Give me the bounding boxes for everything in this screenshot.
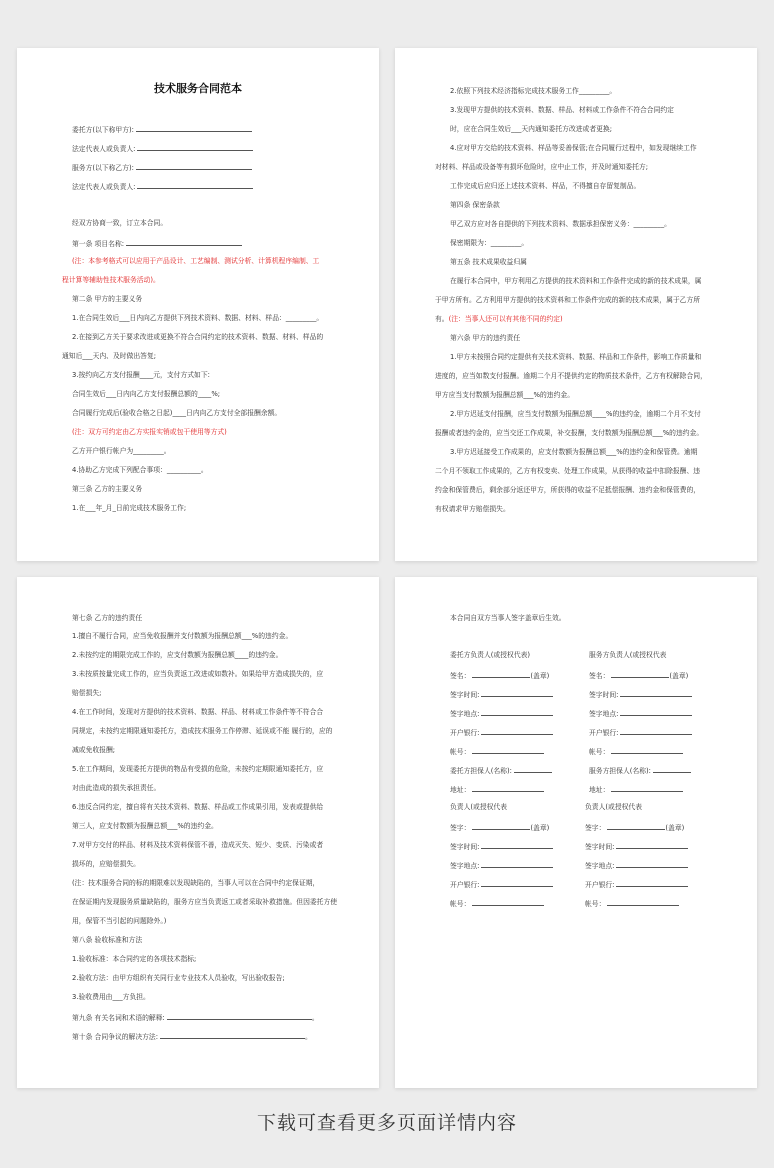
p2-line-1: 2.依照下列技术经济指标完成技术服务工作_________。 — [450, 87, 617, 95]
sig-label: 开户银行: — [585, 881, 615, 889]
blank-line — [472, 670, 530, 678]
sig-label: 委托方负责人(或授权代表) — [450, 651, 531, 659]
clause-2-4: 4.协助乙方完成下列配合事项：__________。 — [72, 466, 208, 474]
blank-line — [167, 1012, 312, 1020]
blank-line — [137, 143, 253, 151]
blank-line — [472, 746, 544, 754]
p3-line-15: (注：技术服务合同的标的期限难以发现缺陷的，当事人可以在合同中约定保证期， — [72, 879, 320, 887]
contract-page-1 — [17, 48, 379, 561]
p2-line-2: 3.发现甲方提供的技术资料、数据、样品、材料或工作条件不符合合同约定 — [450, 106, 674, 114]
sig-left2-row — [450, 898, 544, 909]
blank-line — [616, 860, 688, 868]
seal-label: (盖章) — [530, 824, 550, 832]
article-10-line: 第十条 合同争议的解决方法: 。 — [72, 1033, 312, 1041]
sig-left1-row — [450, 727, 553, 738]
blank-line — [472, 822, 530, 830]
p2-line-18: 2.甲方迟延支付报酬，应当支付数额为报酬总额____%的违约金，逾期二个月不支付 — [450, 410, 701, 418]
clause-2-2b: 通知后___天内、及时做出答复; — [62, 352, 157, 360]
rep-b-line — [72, 181, 253, 192]
sig-label: 开户银行: — [450, 881, 480, 889]
blank-line — [136, 124, 252, 132]
sig-left1-row — [450, 689, 553, 700]
sig-right2-row — [585, 822, 684, 833]
sig-label: 开户银行: — [450, 729, 480, 737]
blank-line — [472, 784, 544, 792]
contract-page-3 — [17, 577, 379, 1088]
contract-page-2 — [395, 48, 757, 561]
sig-right1-row — [589, 765, 691, 776]
sig-left1-row — [450, 651, 530, 660]
article-9-line: 第九条 有关名词和术语的解释: 。 — [72, 1014, 319, 1022]
p3-line-12: 第三人，应支付数额为报酬总额___%的违约金。 — [72, 822, 218, 830]
clause-2-3b: 合同履行完成后(验收合格之日起)____日内向乙方支付全部报酬余额。 — [72, 409, 282, 417]
p2-line-13 — [435, 315, 563, 324]
seal-label: (盖章) — [669, 672, 689, 680]
sig-right2-row — [585, 841, 688, 852]
p2-line-9: 保密期限为：_________。 — [450, 239, 529, 247]
rep-a-label: 法定代表人或负责人: — [72, 145, 136, 153]
seal-label: (盖章) — [665, 824, 685, 832]
sig-right1-row — [589, 670, 688, 681]
p3-line-9: 5.在工作期间，发现委托方提供的物品有受损的危险，未按约定期限通知委托方，应 — [72, 765, 324, 773]
sig-right1-row — [589, 708, 692, 719]
p3-line-8: 减或免收报酬; — [72, 746, 116, 754]
sig-label: 帐号： — [450, 900, 471, 908]
sig-label: 服务方担保人(名称): — [589, 767, 651, 775]
p2-line-3: 时，应在合同生效后___天内通知委托方改进或者更换; — [450, 125, 613, 133]
blank-line — [611, 746, 683, 754]
article-10-label: 第十条 合同争议的解决方法: — [72, 1033, 159, 1041]
p2-line-5: 对材料、样品或设备等有损坏危险时，应中止工作，并及时通知委托方; — [435, 163, 648, 171]
p2-line-15: 1.甲方未按照合同约定提供有关技术资料、数据、样品和工作条件，影响工作质量和 — [450, 353, 702, 361]
note-1b: 程计算等辅助性技术服务活动)。 — [62, 276, 160, 284]
blank-line — [607, 822, 665, 830]
sig-right1-row — [589, 689, 692, 700]
sig-label: 签字时间: — [585, 843, 615, 851]
sig-left1-row — [450, 708, 553, 719]
seal-label: (盖章) — [530, 672, 550, 680]
blank-line — [481, 860, 553, 868]
p3-line-14: 损坏的，应赔偿损失。 — [72, 860, 140, 868]
party-a-label: 委托方(以下称甲方): — [72, 126, 134, 134]
sig-label: 地址： — [450, 786, 471, 794]
sig-right1-row — [589, 651, 666, 660]
sig-left2-row — [450, 822, 549, 833]
sig-left2-row — [450, 841, 553, 852]
article-8-heading: 第八条 验收标准和方法 — [72, 936, 143, 944]
blank-line — [653, 765, 691, 773]
blank-line — [481, 708, 553, 716]
party-b-label: 服务方(以下称乙方): — [72, 164, 134, 172]
blank-line — [481, 879, 553, 887]
p3-line-7: 同规定，未按约定期限通知委托方，造成技术服务工作停滞、延误或不能 履行的，应的 — [72, 727, 333, 735]
p3-line-10: 对由此造成的损失承担责任。 — [72, 784, 161, 792]
blank-line — [472, 898, 544, 906]
blank-line — [620, 689, 692, 697]
p2-note: (注：当事人还可以有其他不同的约定) — [448, 315, 563, 323]
blank-line — [160, 1031, 305, 1039]
page-title: 技术服务合同范本 — [154, 82, 242, 95]
sig-label: 帐号： — [589, 748, 610, 756]
p3-line-2: 1.擅自不履行合同，应当免收报酬并支付数额为报酬总额___%的违约金。 — [72, 632, 293, 640]
effective-statement: 本合同自双方当事人签字盖章后生效。 — [450, 614, 566, 622]
sig-right2-row — [585, 898, 679, 909]
sig-left1-row — [450, 765, 552, 776]
sig-label: 签字时间: — [450, 691, 480, 699]
sig-label: 委托方担保人(名称): — [450, 767, 512, 775]
sig-label: 负责人(或授权代表 — [585, 803, 643, 811]
p3-line-21: 3.验收费用由___方负担。 — [72, 993, 150, 1001]
p2-line-23: 有权请求甲方赔偿损失。 — [435, 505, 510, 513]
p3-line-11: 6.违反合同约定，擅自将有关技术资料、数据、样品或工作成果引用，发表或提供给 — [72, 803, 324, 811]
clause-2-3: 3.按约向乙方支付报酬____元，支付方式如下: — [72, 371, 210, 379]
sig-label: 帐号： — [585, 900, 606, 908]
sig-label: 服务方负责人(或授权代表 — [589, 651, 667, 659]
sig-label: 帐号： — [450, 748, 471, 756]
sig-label: 签字时间: — [450, 843, 480, 851]
sig-right2-row — [585, 879, 688, 890]
p2-line-22: 约金和保管费后，剩余部分返还甲方，所获得的收益不足抵偿报酬、违约金和保管费的， — [435, 486, 701, 494]
sig-label: 地址： — [589, 786, 610, 794]
p3-line-20: 2.验收方法：由甲方组织有关同行业专业技术人员验收，写出验收报告; — [72, 974, 285, 982]
article-4-heading: 第四条 保密条款 — [450, 201, 500, 209]
sig-label: 签字地点: — [450, 710, 480, 718]
blank-line — [481, 727, 553, 735]
blank-line — [136, 162, 252, 170]
sig-label: 签名： — [450, 672, 471, 680]
blank-line — [481, 689, 553, 697]
sig-left2-row — [450, 879, 553, 890]
p3-line-4: 3.未按质按量完成工作的，应当负责返工改进或如数补。如果给甲方造成损失的，应 — [72, 670, 324, 678]
sig-label: 签字地点: — [589, 710, 619, 718]
blank-line — [620, 727, 692, 735]
article-1-line — [72, 238, 242, 249]
agreement-text: 经双方协商一致，订立本合同。 — [72, 219, 168, 227]
p2-line-21: 二个月不领取工作成果的，乙方有权变卖、处理工作成果，从获得的收益中扣除报酬、违 — [435, 467, 701, 475]
sig-label: 负责人(或授权代表 — [450, 803, 508, 811]
p2-line-12: 于甲方所有。乙方利用甲方提供的技术资料和工作条件完成的新的技术成果，属于乙方所 — [435, 296, 701, 304]
download-hint: 下载可查看更多页面详情内容 — [256, 1112, 517, 1134]
note-1a: (注：本参考格式可以应用于产品设计、工艺编制、测试分析、计算机程序编制、工 — [72, 257, 320, 265]
article-2-heading: 第二条 甲方的主要义务 — [72, 295, 143, 303]
party-b-line — [72, 162, 252, 173]
p2-line-20: 3.甲方迟延接受工作成果的，应支付数额为报酬总额___%的违约金和保管费。逾期 — [450, 448, 698, 456]
article-9-label: 第九条 有关名词和术语的解释: — [72, 1014, 165, 1022]
sig-left2-row — [450, 860, 553, 871]
p2-line-11: 在履行本合同中，甲方利用乙方提供的技术资料和工作条件完成的新的技术成果，属 — [450, 277, 702, 285]
sig-right1-row — [589, 746, 683, 757]
p2-line-17: 甲方应当支付数额为报酬总额___%的违约金。 — [435, 391, 574, 399]
p2-line-4: 4.应对甲方交给的技术资料、样品等妥善保管;在合同履行过程中，如发现继续工作 — [450, 144, 697, 152]
blank-line — [126, 238, 242, 246]
blank-line — [514, 765, 552, 773]
p3-line-19: 1.验收标准：本合同约定的各项技术指标; — [72, 955, 197, 963]
clause-3-1: 1.在___年_月_日前完成技术服务工作; — [72, 504, 187, 512]
sig-label: 签名： — [589, 672, 610, 680]
sig-right2-row — [585, 860, 688, 871]
article-6-heading: 第六条 甲方的违约责任 — [450, 334, 521, 342]
clause-2-2a: 2.在接到乙方关于要求改进或更换不符合合同约定的技术资料、数据、材料、样品的 — [72, 333, 324, 341]
p3-line-17: 用，保管不当引起的问题除外。) — [72, 917, 167, 925]
sig-label: 签字地点: — [585, 862, 615, 870]
p3-line-13: 7.对甲方交付的样品、材料及技术资料保管不善，造成灭失、短少、变质、污染或者 — [72, 841, 324, 849]
note-2: (注：双方可约定由乙方实报实销或包干使用等方式) — [72, 428, 227, 436]
blank-line — [616, 879, 688, 887]
article-5-heading: 第五条 技术成果收益归属 — [450, 258, 527, 266]
sig-label: 签字： — [450, 824, 471, 832]
sig-label: 签字时间: — [589, 691, 619, 699]
bank-account-line: 乙方开户银行帐户为_________。 — [72, 447, 171, 455]
p2-line-19: 报酬或者违约金的，应当交还工作成果，补交报酬，支付数额为报酬总额___%的违约金。 — [435, 429, 704, 437]
clause-2-3a: 合同生效后___日内向乙方支付报酬总额的____%; — [72, 390, 221, 398]
rep-b-label: 法定代表人或负责人: — [72, 183, 136, 191]
sig-label: 开户银行: — [589, 729, 619, 737]
sig-left1-row — [450, 784, 544, 795]
blank-line — [616, 841, 688, 849]
blank-line — [607, 898, 679, 906]
sig-left1-row — [450, 670, 549, 681]
sig-right1-row — [589, 784, 683, 795]
party-a-line — [72, 124, 252, 135]
blank-line — [620, 708, 692, 716]
blank-line — [611, 670, 669, 678]
sig-right2-row — [585, 803, 642, 812]
p3-line-16: 在保证期内发现服务质量缺陷的，服务方应当负责返工或者采取补救措施。但因委托方使 — [72, 898, 338, 906]
p3-line-6: 4.在工作时间，发现对方提供的技术资料、数据、样品、材料或工作条件等不符合合 — [72, 708, 324, 716]
rep-a-line — [72, 143, 253, 154]
p2-line-16: 进度的，应当如数支付报酬。逾期二个月不提供约定的物质技术条件，乙方有权解除合同， — [435, 372, 707, 380]
sig-left1-row — [450, 746, 544, 757]
contract-page-4 — [395, 577, 757, 1088]
article-7-heading: 第七条 乙方的违约责任 — [72, 614, 143, 622]
article-3-heading: 第三条 乙方的主要义务 — [72, 485, 143, 493]
sig-right1-row — [589, 727, 692, 738]
blank-line — [137, 181, 253, 189]
blank-line — [611, 784, 683, 792]
sig-label: 签字： — [585, 824, 606, 832]
sig-left2-row — [450, 803, 507, 812]
clause-2-1: 1.在合同生效后___日内向乙方提供下列技术资料、数据、材料、样品：_________。 — [72, 314, 324, 322]
p3-line-5: 赔偿损失; — [72, 689, 102, 697]
p2-line-8: 甲乙双方应对各自提供的下列技术资料、数据承担保密义务：_________。 — [450, 220, 671, 228]
article-1-label: 第一条 项目名称: — [72, 240, 125, 248]
p2-line-13-text: 有。 — [435, 315, 449, 323]
sig-label: 签字地点: — [450, 862, 480, 870]
p2-line-6: 工作完成后应归还上述技术资料、样品，不得擅自存留复制品。 — [450, 182, 641, 190]
p3-line-3: 2.未按约定的期限完成工作的，应支付数额为报酬总额____的违约金。 — [72, 651, 283, 659]
blank-line — [481, 841, 553, 849]
